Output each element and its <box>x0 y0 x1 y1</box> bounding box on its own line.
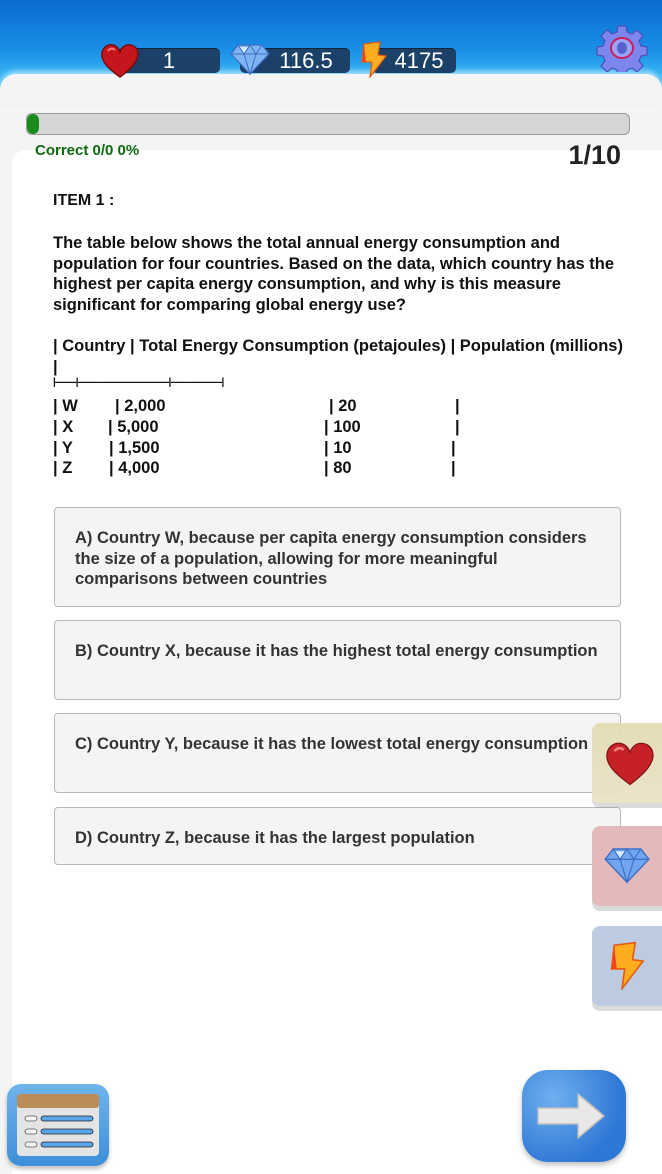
table-separator: |---------|---------------------------------------|----------------------| <box>53 377 224 388</box>
heart-icon <box>604 741 656 787</box>
correct-status: Correct 0/0 0% <box>35 142 140 159</box>
option-d[interactable]: D) Country Z, because it has the largest population <box>54 807 621 865</box>
lightning-icon <box>606 940 646 990</box>
progress-fill <box>27 114 39 134</box>
option-b[interactable]: B) Country X, because it has the highest total energy consumption <box>54 620 621 700</box>
table-cell-population: | 10 <box>324 439 352 457</box>
table-cell-end: | <box>451 459 456 477</box>
table-cell-country: | Y <box>53 439 73 457</box>
table-cell-end: | <box>455 397 460 415</box>
energy-value: 4175 <box>394 48 444 73</box>
table-row <box>53 439 456 459</box>
table-cell-energy: | 4,000 <box>109 459 160 477</box>
gem-powerup-button[interactable] <box>592 826 662 906</box>
table-row <box>53 459 456 479</box>
next-button[interactable] <box>522 1070 626 1162</box>
table-cell-energy: | 2,000 <box>115 397 166 415</box>
table-cell-population: | 100 <box>324 418 361 436</box>
gem-icon <box>604 844 650 886</box>
question-counter: 1/10 <box>568 140 621 170</box>
table-cell-end: | <box>455 418 460 436</box>
gem-icon <box>230 42 270 76</box>
gems-value: 116.5 <box>279 48 333 73</box>
heart-powerup-button[interactable] <box>592 723 662 803</box>
table-cell-population: | 20 <box>329 397 357 415</box>
table-row <box>53 397 460 417</box>
option-c[interactable]: C) Country Y, because it has the lowest total energy consumption <box>54 713 621 793</box>
table-cell-country: | W <box>53 397 78 415</box>
table-cell-energy: | 1,500 <box>109 439 160 457</box>
table-cell-country: | Z <box>53 459 73 477</box>
next-arrow-icon <box>522 1070 626 1162</box>
lightning-icon <box>358 40 388 78</box>
table-cell-energy: | 5,000 <box>108 418 159 436</box>
hearts-value: 1 <box>162 48 176 73</box>
question-text: The table below shows the total annual energy consumption and population for four countries. Based on the data, which country has the highest per capita energy consumption, and why is this measure significant for comparing global energy use? <box>53 234 615 314</box>
table-header: | Country | Total Energy Consumption (petajoules) | Population (millions) | <box>53 337 623 376</box>
option-a[interactable]: A) Country W, because per capita energy consumption considers the size of a population, allowing for more meaningful comparisons between countries <box>54 507 621 607</box>
gear-icon[interactable] <box>596 24 648 72</box>
table-cell-end: | <box>451 439 456 457</box>
progress-bar <box>26 113 630 135</box>
table-cell-country: | X <box>53 418 74 436</box>
item-label: ITEM 1 : <box>53 192 115 209</box>
menu-list-icon <box>7 1084 109 1166</box>
table-cell-population: | 80 <box>324 459 352 477</box>
question-list-button[interactable] <box>7 1084 109 1166</box>
heart-icon <box>100 43 140 79</box>
table-row <box>53 418 460 438</box>
energy-powerup-button[interactable] <box>592 926 662 1006</box>
